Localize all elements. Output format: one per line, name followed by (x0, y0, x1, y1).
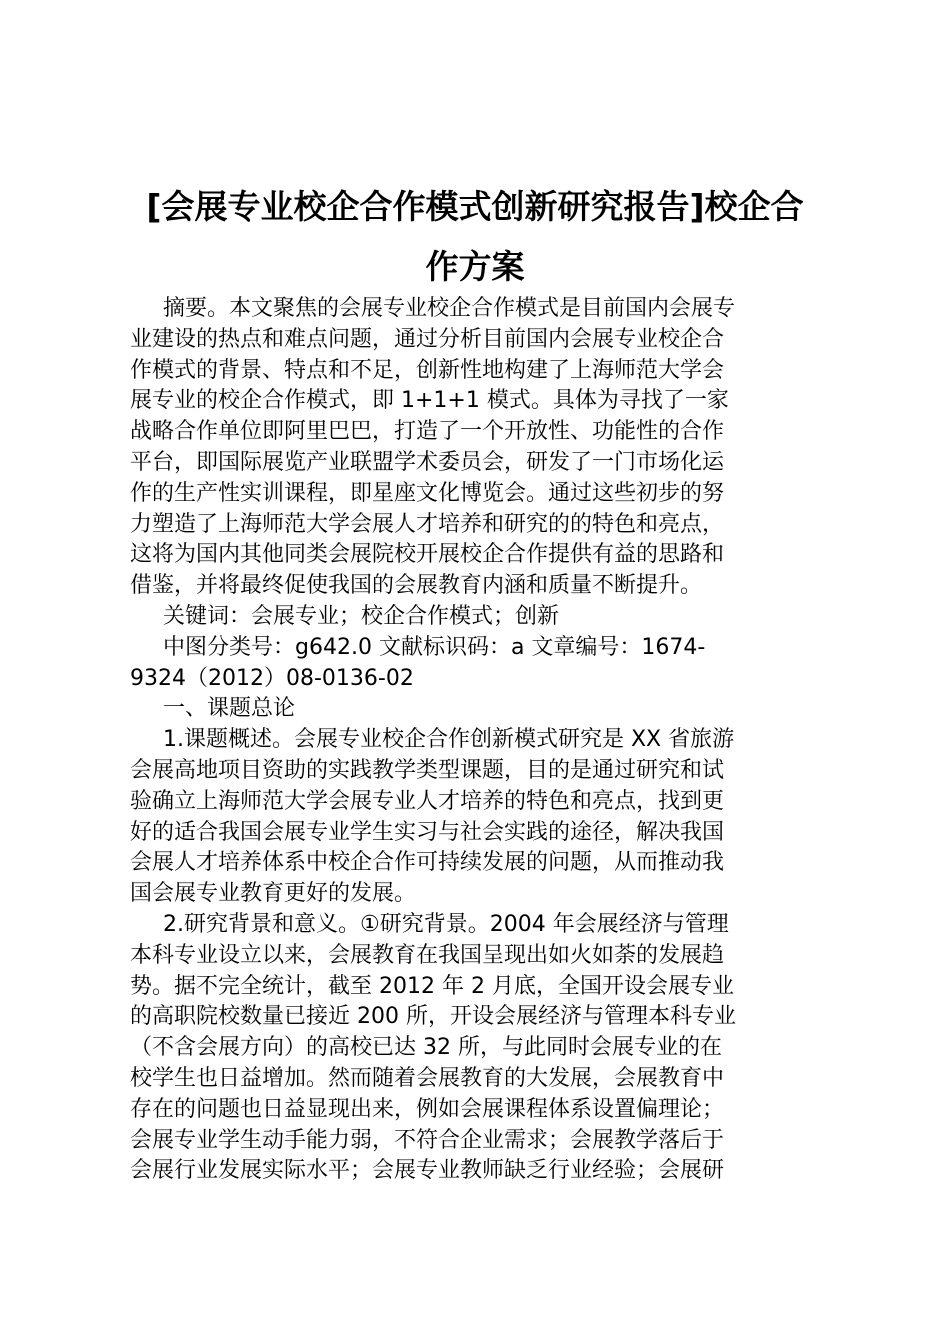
overview-paragraph-line: 国会展专业教育更好的发展。 (130, 881, 417, 907)
overview-paragraph-line: 会展人才培养体系中校企合作可持续发展的问题，从而推动我 (130, 850, 725, 876)
document-title-line-1: [会展专业校企合作模式创新研究报告]校企合 (146, 187, 804, 226)
abstract-paragraph-line: 战略合作单位即阿里巴巴，打造了一个开放性、功能性的合作 (130, 419, 725, 445)
background-paragraph-line: 校学生也日益增加。然而随着会展教育的大发展，会展教育中 (130, 1065, 725, 1091)
classification-line: 9324（2012）08-0136-02 (130, 665, 414, 691)
classification-line: 中图分类号：g642.0 文献标识码：a 文章编号：1674- (163, 634, 706, 660)
background-paragraph-line: 的高职院校数量已接近 200 所，开设会展经济与管理本科专业 (130, 1004, 736, 1030)
overview-paragraph-line: 会展高地项目资助的实践教学类型课题，目的是通过研究和试 (130, 757, 725, 783)
overview-paragraph-line: 1.课题概述。会展专业校企合作创新模式研究是 XX 省旅游 (163, 727, 735, 753)
background-paragraph-line: （不含会展方向）的高校已达 32 所，与此同时会展专业的在 (130, 1035, 722, 1061)
keywords-line: 关键词：会展专业；校企合作模式；创新 (163, 603, 560, 629)
abstract-paragraph-line: 展专业的校企合作模式，即 1+1+1 模式。具体为寻找了一家 (130, 388, 729, 414)
abstract-paragraph-line: 平台，即国际展览产业联盟学术委员会，研发了一门市场化运 (130, 449, 725, 475)
document-body (130, 294, 830, 1187)
background-paragraph-line: 会展专业学生动手能力弱，不符合企业需求；会展教学落后于 (130, 1127, 725, 1153)
background-paragraph-line: 会展行业发展实际水平；会展专业教师缺乏行业经验；会展研 (130, 1158, 725, 1184)
document-title-line-2: 作方案 (425, 247, 525, 286)
abstract-paragraph-line: 力塑造了上海师范大学会展人才培养和研究的的特色和亮点， (130, 511, 725, 537)
abstract-paragraph-line: 这将为国内其他同类会展院校开展校企合作提供有益的思路和 (130, 542, 725, 568)
section-heading: 一、课题总论 (163, 696, 296, 722)
abstract-paragraph-line: 摘要。本文聚焦的会展专业校企合作模式是目前国内会展专 (163, 296, 736, 321)
abstract-paragraph-line: 业建设的热点和难点问题，通过分析目前国内会展专业校企合 (130, 326, 725, 352)
abstract-paragraph-line: 作模式的背景、特点和不足，创新性地构建了上海师范大学会 (130, 357, 725, 383)
abstract-paragraph-line: 作的生产性实训课程，即星座文化博览会。通过这些初步的努 (130, 480, 725, 506)
overview-paragraph-line: 验确立上海师范大学会展专业人才培养的特色和亮点，找到更 (130, 788, 725, 814)
background-paragraph-line: 2.研究背景和意义。①研究背景。2004 年会展经济与管理 (163, 911, 729, 937)
background-paragraph-line: 势。据不完全统计，截至 2012 年 2 月底，全国开设会展专业 (130, 973, 734, 999)
background-paragraph-line: 本科专业设立以来，会展教育在我国呈现出如火如荼的发展趋 (130, 942, 725, 968)
abstract-paragraph-line: 借鉴，并将最终促使我国的会展教育内涵和质量不断提升。 (130, 573, 703, 599)
background-paragraph-line: 存在的问题也日益显现出来，例如会展课程体系设置偏理论； (130, 1096, 725, 1122)
overview-paragraph-line: 好的适合我国会展专业学生实习与社会实践的途径，解决我国 (130, 819, 725, 845)
